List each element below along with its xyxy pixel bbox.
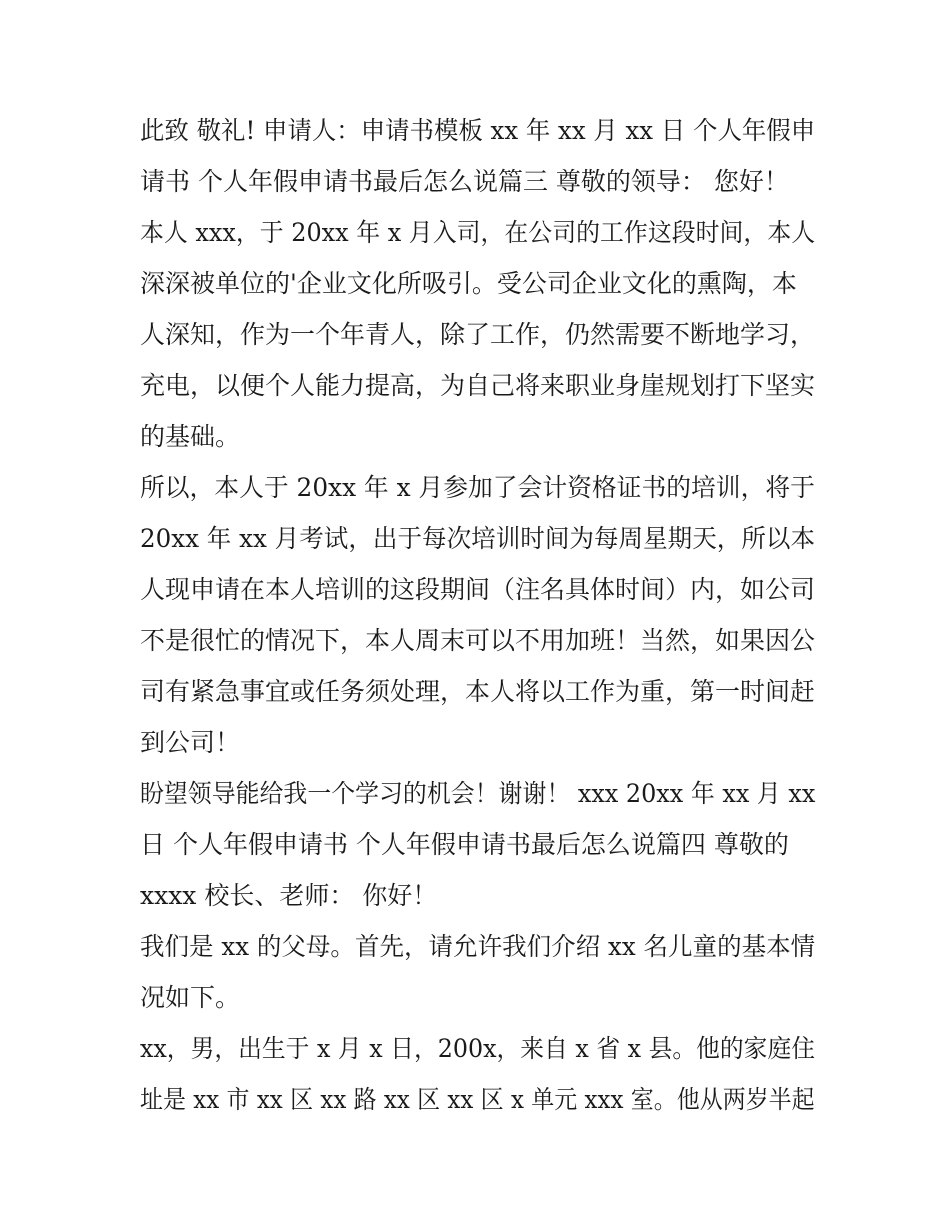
text-line: 本人 xxx，于 20xx 年 x 月入司，在公司的工作这段时间，本人: [140, 218, 816, 247]
paragraph-request: [140, 462, 815, 768]
text-line: 20xx 年 xx 月考试，出于每次培训时间为每周星期天，所以本: [140, 524, 816, 553]
paragraph-child-info: [140, 1023, 815, 1125]
text-line: 司有紧急事宜或任务须处理，本人将以工作为重，第一时间赶: [140, 677, 816, 706]
text-line: 到公司！: [140, 728, 241, 757]
text-line: 深深被单位的'企业文化所吸引。受公司企业文化的熏陶，本: [140, 269, 797, 298]
text-line: 盼望领导能给我一个学习的机会！谢谢！ xxx 20xx 年 xx 月 xx: [140, 779, 816, 808]
document-page: [140, 105, 815, 1125]
paragraph-parents-intro: [140, 921, 815, 1023]
paragraph-closing-and-heading: [140, 105, 815, 207]
text-line: xx，男，出生于 x 月 x 日，200x，来自 x 省 x 县。他的家庭住: [140, 1034, 815, 1063]
text-line: 所以，本人于 20xx 年 x 月参加了会计资格证书的培训，将于: [140, 473, 815, 502]
paragraph-introduction: [140, 207, 815, 462]
text-line: 日 个人年假申请书 个人年假申请书最后怎么说篇四 尊敬的: [140, 830, 789, 859]
text-line: 此致 敬礼! 申请人：申请书模板 xx 年 xx 月 xx 日 个人年假申: [140, 116, 816, 145]
paragraph-thanks-and-next-letter: [140, 768, 815, 921]
text-line: 人深知，作为一个年青人，除了工作，仍然需要不断地学习，: [140, 320, 816, 349]
text-line: 人现申请在本人培训的这段期间（注名具体时间）内，如公司: [140, 575, 816, 604]
text-line: 况如下。: [140, 983, 241, 1012]
text-line: 址是 xx 市 xx 区 xx 路 xx 区 xx 区 x 单元 xxx 室。他从两岁半起: [140, 1085, 815, 1114]
text-line: 充电，以便个人能力提高，为自己将来职业身崖规划打下坚实: [140, 371, 816, 400]
text-line: 请书 个人年假申请书最后怎么说篇三 尊敬的领导： 您好！: [140, 167, 789, 196]
text-line: 的基础。: [140, 422, 241, 451]
text-line: 我们是 xx 的父母。首先，请允许我们介绍 xx 名儿童的基本情: [140, 932, 816, 961]
text-line: 不是很忙的情况下，本人周末可以不用加班！当然，如果因公: [140, 626, 816, 655]
text-line: xxxx 校长、老师： 你好！: [140, 881, 438, 910]
